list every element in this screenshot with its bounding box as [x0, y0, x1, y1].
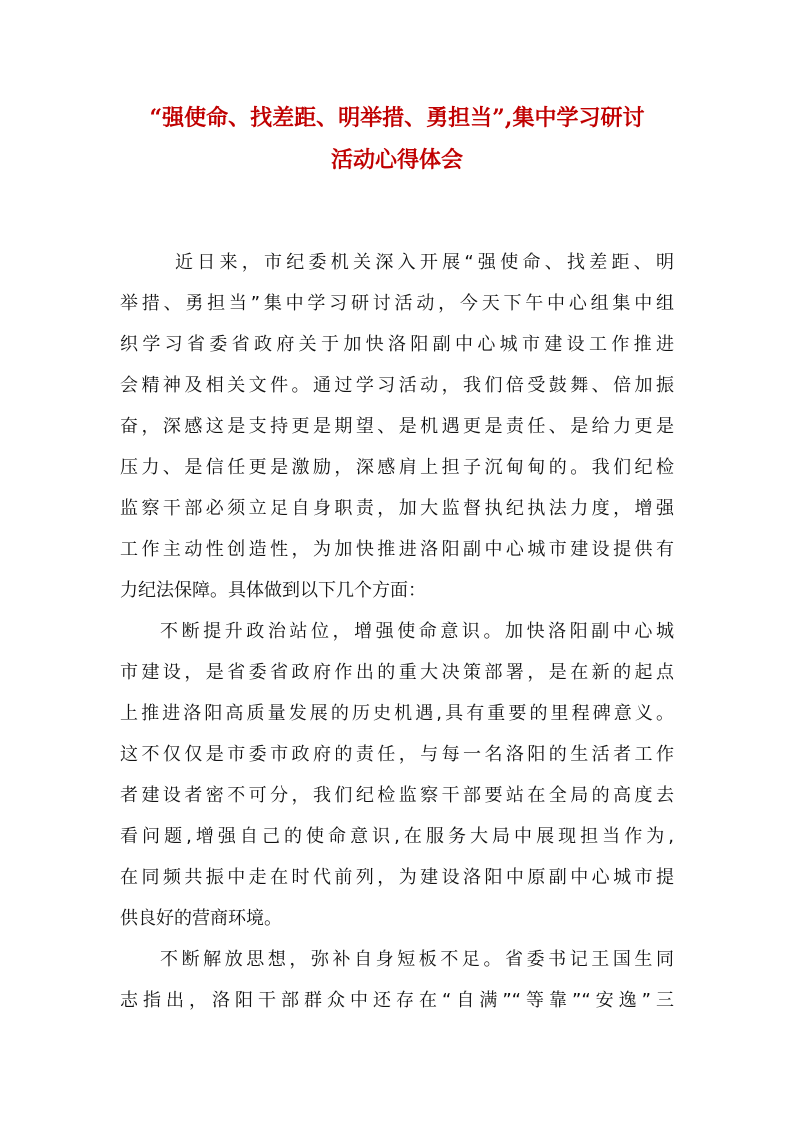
document-title-line-2: 活动心得体会: [330, 147, 463, 173]
text-line: 供良好的营商环境。: [120, 908, 282, 929]
document-title-line-1: “强使命、找差距、明举措、勇担当”,集中学习研讨: [149, 105, 645, 131]
text-line: 不断解放思想，弥补自身短板不足。省委书记王国生同: [160, 949, 674, 970]
text-line: 监察干部必须立足自身职责，加大监督执纪执法力度，增强: [120, 498, 674, 519]
text-line: 会精神及相关文件。通过学习活动，我们倍受鼓舞、倍加振: [120, 375, 674, 396]
text-line: 上推进洛阳高质量发展的历史机遇,具有重要的里程碑意义。: [120, 703, 674, 724]
text-line: 织学习省委省政府关于加快洛阳副中心城市建设工作推进: [120, 334, 674, 355]
paragraph-emancipate-mind: [120, 939, 674, 1021]
text-line: 举措、勇担当”集中学习研讨活动，今天下午中心组集中组: [120, 293, 674, 314]
document-body: [120, 242, 674, 1021]
text-line: 力纪法保障。具体做到以下几个方面：: [120, 580, 426, 601]
text-line: 这不仅仅是市委市政府的责任，与每一名洛阳的生活者工作: [120, 744, 674, 765]
paragraph-political-stance: [120, 611, 674, 939]
text-line: 在同频共振中走在时代前列，为建设洛阳中原副中心城市提: [120, 867, 674, 888]
paragraph-intro: [120, 242, 674, 611]
text-line: 近日来，市纪委机关深入开展“强使命、找差距、明: [175, 252, 674, 273]
text-line: 市建设，是省委省政府作出的重大决策部署，是在新的起点: [120, 662, 674, 683]
text-line: 压力、是信任更是激励，深感肩上担子沉甸甸的。我们纪检: [120, 457, 674, 478]
text-line: 奋，深感这是支持更是期望、是机遇更是责任、是给力更是: [120, 416, 674, 437]
text-line: 看问题,增强自己的使命意识,在服务大局中展现担当作为,: [120, 826, 674, 847]
text-line: 工作主动性创造性，为加快推进洛阳副中心城市建设提供有: [120, 539, 674, 560]
text-line: 志指出，洛阳干部群众中还存在“自满”“等靠”“安逸”三: [120, 990, 674, 1011]
text-line: 者建设者密不可分，我们纪检监察干部要站在全局的高度去: [120, 785, 674, 806]
text-line: 不断提升政治站位，增强使命意识。加快洛阳副中心城: [160, 621, 674, 642]
